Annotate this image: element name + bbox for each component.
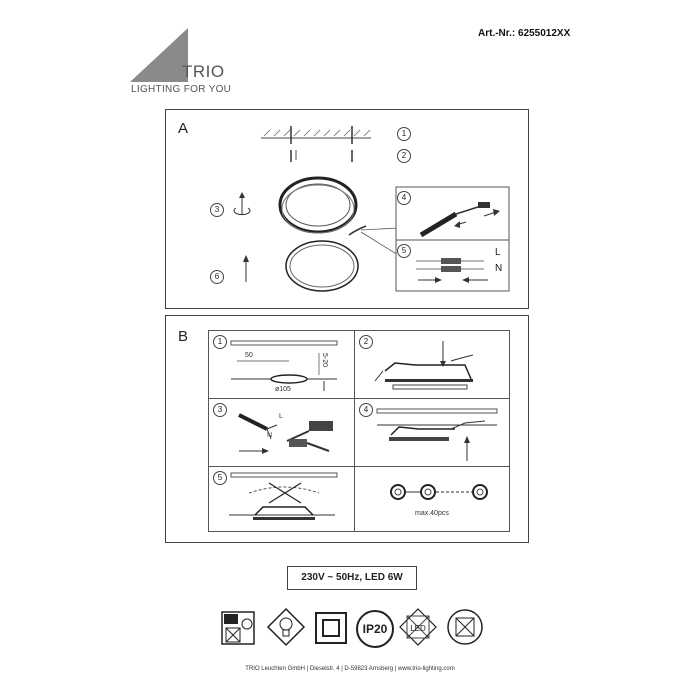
step-a4: 4 (397, 191, 411, 205)
dim-50: 50 (245, 352, 253, 359)
step-b5: 5 (213, 471, 227, 485)
bulb-replace-icon (266, 607, 306, 647)
ip-rating-badge (356, 610, 394, 648)
logo-tagline: LIGHTING FOR YOU (131, 84, 232, 95)
no-cover-insulation-icon (446, 608, 484, 646)
class-ii-icon (313, 610, 349, 646)
max-count-note: max.40pcs (415, 510, 449, 517)
wiring-drawing (209, 399, 355, 467)
panel-b-label: B (178, 328, 189, 345)
step-a6: 6 (210, 270, 224, 284)
panel-a-label: A (178, 120, 189, 137)
article-number: Art.-Nr.: 6255012XX (478, 28, 571, 39)
step-b3-cell (208, 398, 356, 468)
wire-label-n: N (495, 263, 503, 274)
step-a3: 3 (210, 203, 224, 217)
max-count-cell (354, 466, 510, 532)
push-in-fixture-drawing (355, 399, 509, 467)
step-b5-cell (208, 466, 356, 532)
b3-wire-n: N (267, 432, 273, 439)
step-b3: 3 (213, 403, 227, 417)
ip-rating-text: IP20 (362, 622, 388, 636)
panel-a (165, 109, 529, 309)
step-b1: 1 (213, 335, 227, 349)
logo-name: TRIO (182, 62, 225, 81)
dim-5-20: 5-20 (321, 353, 328, 368)
mounting-surface-icon (220, 610, 256, 646)
step-b4: 4 (359, 403, 373, 417)
step-b4-cell (354, 398, 510, 468)
step-b1-cell (208, 330, 356, 400)
step-a5: 5 (397, 244, 411, 258)
panel-b (165, 315, 529, 543)
step-b2: 2 (359, 335, 373, 349)
step-a2: 2 (397, 149, 411, 163)
b3-wire-l: L (279, 413, 283, 420)
wire-label-l: L (495, 247, 501, 258)
no-cover-drawing (209, 467, 355, 531)
daisy-chain-drawing (355, 467, 509, 531)
diameter-label: ø105 (275, 386, 291, 393)
spec-box: 230V ~ 50Hz, LED 6W (287, 566, 417, 590)
led-icon-text: LED (410, 624, 426, 633)
step-b2-cell (354, 330, 510, 400)
led-not-replaceable-icon (398, 607, 438, 647)
footer-address: TRIO Leuchten GmbH | Dieselstr. 4 | D-59823 Arnsberg | www.trio-lighting.com (245, 666, 455, 672)
trio-logo-triangle (130, 28, 188, 82)
step-a1: 1 (397, 127, 411, 141)
insert-fixture-drawing (355, 331, 509, 399)
